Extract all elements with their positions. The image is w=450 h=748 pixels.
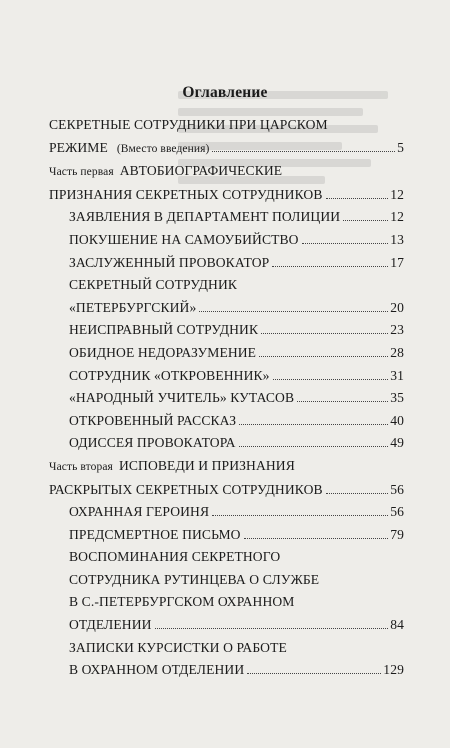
toc-entry xyxy=(49,206,404,229)
toc-entry-text xyxy=(69,297,196,320)
toc-entry xyxy=(49,546,404,569)
toc-entry-text xyxy=(69,432,236,455)
entry-title: В С.-ПЕТЕРБУРГСКОМ ОХРАННОМ xyxy=(69,594,295,610)
toc-entry xyxy=(49,274,404,297)
entry-title: ЗАПИСКИ КУРСИСТКИ О РАБОТЕ xyxy=(69,639,287,655)
toc-entry-text xyxy=(69,524,241,547)
page-number: 129 xyxy=(383,662,404,678)
toc-entry xyxy=(49,184,404,207)
entry-title: ИСПОВЕДИ И ПРИЗНАНИЯ xyxy=(118,457,295,473)
toc-entry xyxy=(49,591,404,614)
entry-title: ЗАСЛУЖЕННЫЙ ПРОВОКАТОР xyxy=(69,254,270,270)
toc-entry-text xyxy=(69,319,258,342)
dot-leader xyxy=(326,493,389,494)
toc-entry xyxy=(49,252,404,275)
page-number: 13 xyxy=(390,231,404,247)
toc-entry xyxy=(49,160,404,184)
toc-entry-text xyxy=(69,659,244,682)
toc-entry xyxy=(49,479,404,502)
entry-note: (Вместо введения) xyxy=(116,142,210,155)
toc-entry-text xyxy=(49,184,323,207)
table-of-contents xyxy=(49,114,404,682)
toc-entry-text xyxy=(69,614,152,637)
page-number: 35 xyxy=(390,390,404,406)
dot-leader xyxy=(273,379,389,380)
page-number: 17 xyxy=(390,254,404,270)
toc-entry-text xyxy=(69,637,287,660)
toc-entry-text xyxy=(49,479,323,502)
part-label: Часть первая xyxy=(49,166,114,179)
page-number: 28 xyxy=(390,344,404,360)
toc-entry xyxy=(49,365,404,388)
toc-entry-text xyxy=(49,455,295,479)
entry-title: «ПЕТЕРБУРГСКИЙ» xyxy=(69,299,197,315)
toc-entry-text xyxy=(49,160,282,184)
entry-title: НЕИСПРАВНЫЙ СОТРУДНИК xyxy=(69,322,259,338)
toc-entry-text xyxy=(69,252,269,275)
page-number: 23 xyxy=(390,322,404,338)
toc-entry-text xyxy=(49,137,209,161)
dot-leader xyxy=(343,220,388,221)
toc-entry xyxy=(49,432,404,455)
entry-title: ОТКРОВЕННЫЙ РАССКАЗ xyxy=(69,412,237,428)
dot-leader xyxy=(212,515,388,516)
toc-entry xyxy=(49,501,404,524)
page-number: 31 xyxy=(390,367,404,383)
page-number: 12 xyxy=(390,209,404,225)
toc-entry xyxy=(49,342,404,365)
entry-title: СОТРУДНИКА РУТИНЦЕВА О СЛУЖБЕ xyxy=(69,571,320,587)
toc-entry-text xyxy=(69,569,319,592)
dot-leader xyxy=(155,628,389,629)
dot-leader xyxy=(247,673,381,674)
toc-entry xyxy=(49,524,404,547)
dot-leader xyxy=(302,243,389,244)
toc-entry xyxy=(49,614,404,637)
page-number: 84 xyxy=(390,617,404,633)
toc-entry-text xyxy=(69,206,340,229)
toc-entry-text xyxy=(69,229,299,252)
entry-title: ПОКУШЕНИЕ НА САМОУБИЙСТВО xyxy=(69,231,299,247)
toc-entry xyxy=(49,569,404,592)
entry-title: ВОСПОМИНАНИЯ СЕКРЕТНОГО xyxy=(69,549,281,565)
toc-entry xyxy=(49,229,404,252)
toc-entry xyxy=(49,319,404,342)
entry-title: «НАРОДНЫЙ УЧИТЕЛЬ» КУТАСОВ xyxy=(69,390,295,406)
entry-title: ОБИДНОЕ НЕДОРАЗУМЕНИЕ xyxy=(69,344,257,360)
dot-leader xyxy=(199,311,388,312)
toc-entry-text xyxy=(69,591,294,614)
toc-entry-text xyxy=(69,387,294,410)
page-title: Оглавление xyxy=(182,84,268,101)
page-number: 56 xyxy=(390,504,404,520)
toc-entry xyxy=(49,455,404,479)
toc-entry xyxy=(49,659,404,682)
page-number: 79 xyxy=(390,526,404,542)
dot-leader xyxy=(259,356,388,357)
toc-entry xyxy=(49,387,404,410)
toc-entry xyxy=(49,297,404,320)
page-number: 5 xyxy=(397,139,404,155)
dot-leader xyxy=(244,538,389,539)
toc-entry-text xyxy=(69,546,280,569)
page-number: 56 xyxy=(390,481,404,497)
toc-entry-text xyxy=(49,114,328,137)
entry-title: ОХРАННАЯ ГЕРОИНЯ xyxy=(69,504,210,520)
toc-entry-text xyxy=(69,274,237,297)
toc-entry-text xyxy=(69,342,256,365)
dot-leader xyxy=(272,266,388,267)
entry-title: В ОХРАННОМ ОТДЕЛЕНИИ xyxy=(69,662,245,678)
entry-title: СОТРУДНИК «ОТКРОВЕННИК» xyxy=(69,367,270,383)
entry-title: ОТДЕЛЕНИИ xyxy=(69,617,152,633)
dot-leader xyxy=(239,424,388,425)
page-number: 40 xyxy=(390,412,404,428)
dot-leader xyxy=(297,401,388,402)
entry-title: РАСКРЫТЫХ СЕКРЕТНЫХ СОТРУДНИКОВ xyxy=(49,481,323,497)
entry-title: СЕКРЕТНЫЕ СОТРУДНИКИ ПРИ ЦАРСКОМ xyxy=(49,117,328,132)
page-number: 49 xyxy=(390,435,404,451)
toc-entry xyxy=(49,137,404,161)
entry-title: АВТОБИОГРАФИЧЕСКИЕ xyxy=(119,163,283,179)
entry-title: ЗАЯВЛЕНИЯ В ДЕПАРТАМЕНТ ПОЛИЦИИ xyxy=(69,209,341,225)
entry-title: ПРЕДСМЕРТНОЕ ПИСЬМО xyxy=(69,526,241,542)
part-label: Часть вторая xyxy=(49,460,113,473)
dot-leader xyxy=(239,446,389,447)
entry-title: ПРИЗНАНИЯ СЕКРЕТНЫХ СОТРУДНИКОВ xyxy=(49,186,323,202)
toc-entry-text xyxy=(69,365,270,388)
dot-leader xyxy=(261,333,388,334)
toc-entry xyxy=(49,114,404,137)
page-number: 12 xyxy=(390,186,404,202)
toc-entry xyxy=(49,637,404,660)
entry-title: ОДИССЕЯ ПРОВОКАТОРА xyxy=(69,435,236,451)
entry-title: РЕЖИМЕ xyxy=(49,139,108,155)
toc-entry-text xyxy=(69,501,209,524)
entry-title: СЕКРЕТНЫЙ СОТРУДНИК xyxy=(69,277,238,293)
toc-entry-text xyxy=(69,410,236,433)
dot-leader xyxy=(212,151,395,152)
dot-leader xyxy=(326,198,389,199)
page-number: 20 xyxy=(390,299,404,315)
toc-entry xyxy=(49,410,404,433)
